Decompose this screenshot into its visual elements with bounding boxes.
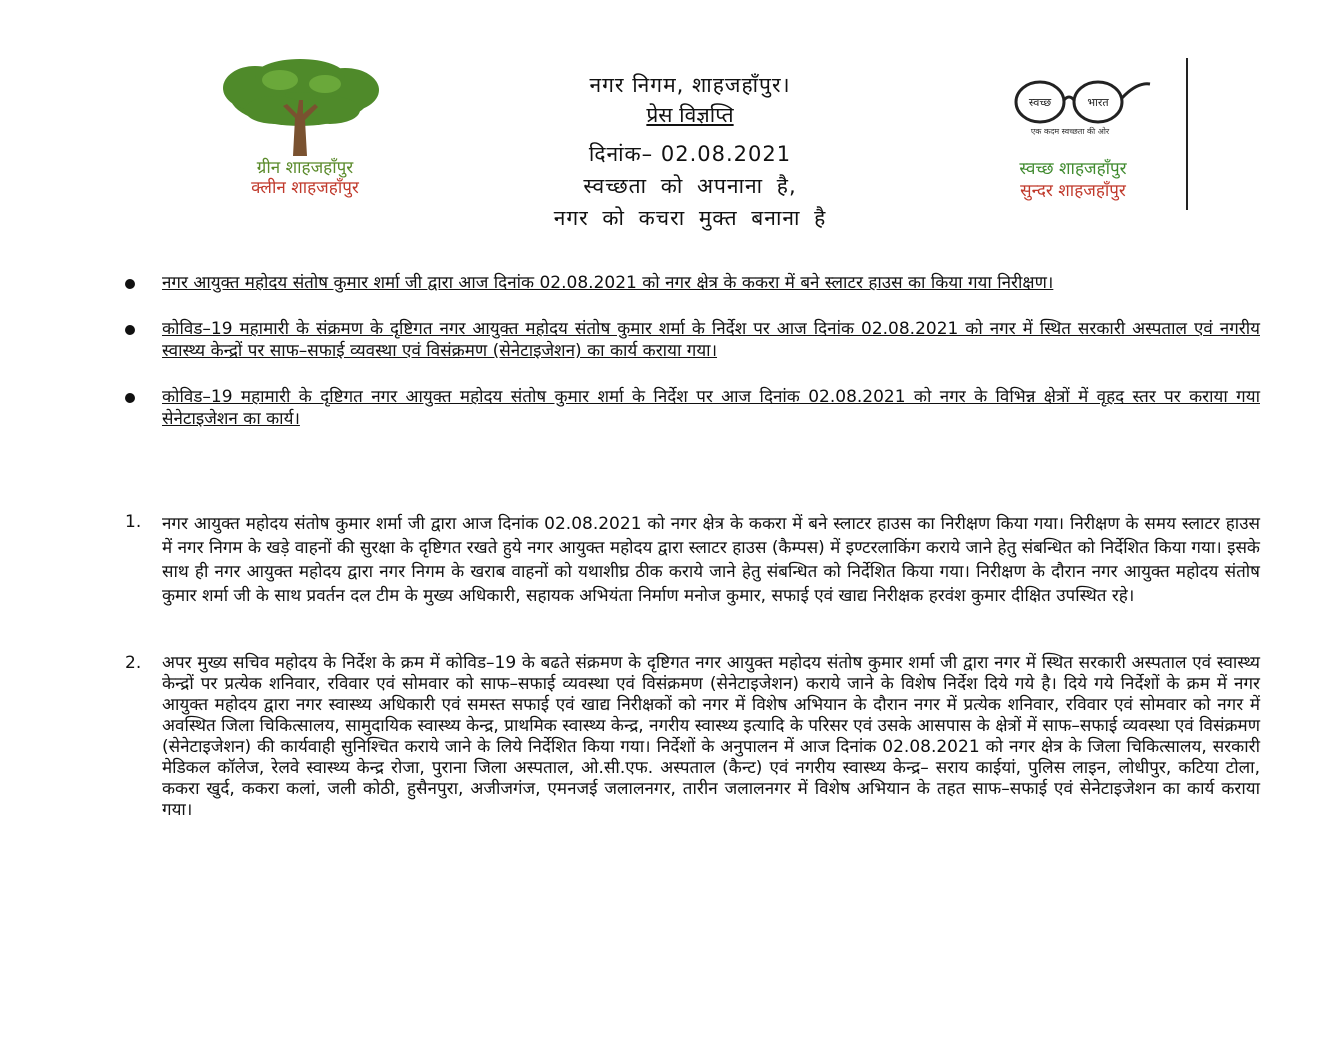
tree-icon bbox=[205, 58, 395, 158]
paragraph-text: अपर मुख्य सचिव महोदय के निर्देश के क्रम में कोविड–19 के बढते संक्रमण के दृष्टिगत नगर आयुक्त महोदय संतोष कुमार शर्मा जी द्वारा नगर में स्थित सरकारी अस्पताल एवं स्वास्थ्य केन्द्रों पर प्रत्येक शनिवार, रविवार एवं सोमवार को साफ–सफाई व्यवस्था एवं विसंक्रमण (सेनेटाइजेशन) कराये जाने के विशेष निर्देश दिये गये है। दिये गये निर्देशों के क्रम में नगर आयुक्त महोदय द्वारा नगर स्वास्थ्य अधिकारी एवं समस्त सफाई एवं खाद्य निरीक्षकों को नगर में विशेष अभियान के दौरान नगर में प्रत्येक शनिवार, रविवार एवं सोमवार को नगर में अवस्थित जिला चिकित्सालय, सामुदायिक स्वास्थ्य केन्द्र, प्राथमिक स्वास्थ्य केन्द्र, नगरीय स्वास्थ्य इत्यादि के परिसर एवं उसके आसपास के क्षेत्रों में साफ–सफाई व्यवस्था एवं विसंक्रमण (सेनेटाइजेशन) की कार्यवाही सुनिश्चित कराये जाने के लिये निर्देशित किया गया। निर्देशों के अनुपालन में आज दिनांक 02.08.2021 को नगर क्षेत्र के जिला चिकित्सालय, सरकारी मेडिकल कॉलेज, रेलवे स्वास्थ्य केन्द्र रोजा, पुराना जिला अस्पताल, ओ.सी.एफ. अस्पताल (कैन्ट) एवं नगरीय स्वास्थ्य केन्द्र– सराय काईयां, पुलिस लाइन, लोधीपुर, कटिया टोला, ककरा खुर्द, ककरा कलां, जली कोठी, हुसैनपुरा, अजीजगंज, एमनजई जलालनगर, तारीन जलालनगर में विशेष अभियान के तहत साफ–सफाई एवं सेनेटाइजेशन का कार्य कराया गया। bbox=[162, 653, 1260, 820]
mark-right-text: भारत bbox=[1087, 96, 1109, 109]
mark-caption-text: एक कदम स्वच्छता की ओर bbox=[1030, 127, 1110, 136]
highlight-item bbox=[125, 386, 1260, 430]
logo-tagline-clean: क्लीन शाहजहाँपुर bbox=[251, 178, 359, 198]
slogan-line-2: नगर को कचरा मुक्त बनाना है bbox=[553, 206, 827, 230]
highlight-text: कोविड–19 महामारी के संक्रमण के दृष्टिगत नगर आयुक्त महोदय संतोष कुमार शर्मा के निर्देश पर आज दिनांक 02.08.2021 को नगर में स्थित सरकारी अस्पताल एवं नगरीय स्वास्थ्य केन्द्रों पर साफ–सफाई व्यवस्था एवं विसंक्रमण (सेनेटाइजेशन) का कार्य कराया गया। bbox=[162, 319, 1260, 361]
highlight-list bbox=[125, 272, 1260, 454]
swachh-bharat-logo bbox=[1002, 72, 1152, 202]
logo-tagline bbox=[220, 158, 390, 198]
paragraph-number: 1. bbox=[125, 512, 142, 532]
paragraph-item bbox=[125, 512, 1260, 608]
highlight-text: नगर आयुक्त महोदय संतोष कुमार शर्मा जी द्वारा आज दिनांक 02.08.2021 को नगर क्षेत्र के ककरा में बने स्लाटर हाउस का किया गया निरीक्षण। bbox=[162, 273, 1054, 293]
gandhi-spectacles-icon bbox=[1002, 72, 1152, 142]
paragraph-number: 2. bbox=[125, 653, 142, 673]
logo-slogan-swachh: स्वच्छ शाहजहाँपुर bbox=[1019, 159, 1127, 179]
detail-paragraphs bbox=[125, 512, 1260, 821]
slogan-line-1: स्वच्छता को अपनाना है, bbox=[583, 174, 797, 198]
highlight-item bbox=[125, 272, 1260, 294]
bullet-icon bbox=[125, 279, 135, 289]
org-title: नगर निगम, शाहजहाँपुर। bbox=[589, 73, 791, 97]
paragraph-text: नगर आयुक्त महोदय संतोष कुमार शर्मा जी द्वारा आज दिनांक 02.08.2021 को नगर क्षेत्र के ककरा में बने स्लाटर हाउस का निरीक्षण किया गया। निरीक्षण के समय स्लाटर हाउस में नगर निगम के खड़े वाहनों की सुरक्षा के दृष्टिगत रखते हुये नगर आयुक्त महोदय द्वारा स्लाटर हाउस (कैम्पस) में इण्टरलाकिंग कराये जाने हेतु संबन्धित को निर्देशित किया गया। इसके साथ ही नगर आयुक्त महोदय द्वारा नगर निगम के खराब वाहनों को यथाशीघ्र ठीक कराये जाने हेतु संबन्धित को निर्देशित किया गया। निरीक्षण के दौरान नगर आयुक्त महोदय संतोष कुमार शर्मा जी के साथ प्रवर्तन दल टीम के मुख्य अधिकारी, सहायक अभियंता निर्माण मनोज कुमार, सफाई एवं खाद्य निरीक्षक हरवंश कुमार दीक्षित उपस्थित रहे। bbox=[162, 514, 1260, 606]
press-release-header bbox=[440, 70, 940, 234]
bullet-icon bbox=[125, 393, 135, 403]
highlight-text: कोविड–19 महामारी के दृष्टिगत नगर आयुक्त महोदय संतोष कुमार शर्मा के निर्देश पर आज दिनांक 02.08.2021 को नगर के विभिन्न क्षेत्रों में वृहद स्तर पर कराया गया सेनेटाइजेशन का कार्य। bbox=[162, 387, 1260, 429]
mark-left-text: स्वच्छ bbox=[1028, 96, 1052, 109]
header-divider bbox=[1186, 58, 1188, 210]
logo-tagline-green: ग्रीन शाहजहाँपुर bbox=[256, 158, 354, 178]
highlight-item bbox=[125, 318, 1260, 362]
doc-type: प्रेस विज्ञप्ति bbox=[646, 103, 734, 127]
green-shahjahanpur-logo bbox=[205, 58, 395, 198]
logo-slogan bbox=[1008, 158, 1138, 202]
bullet-icon bbox=[125, 325, 135, 335]
logo-slogan-sundar: सुन्दर शाहजहाँपुर bbox=[1020, 181, 1126, 201]
date-line: दिनांक– 02.08.2021 bbox=[588, 142, 792, 166]
paragraph-item bbox=[125, 653, 1260, 821]
